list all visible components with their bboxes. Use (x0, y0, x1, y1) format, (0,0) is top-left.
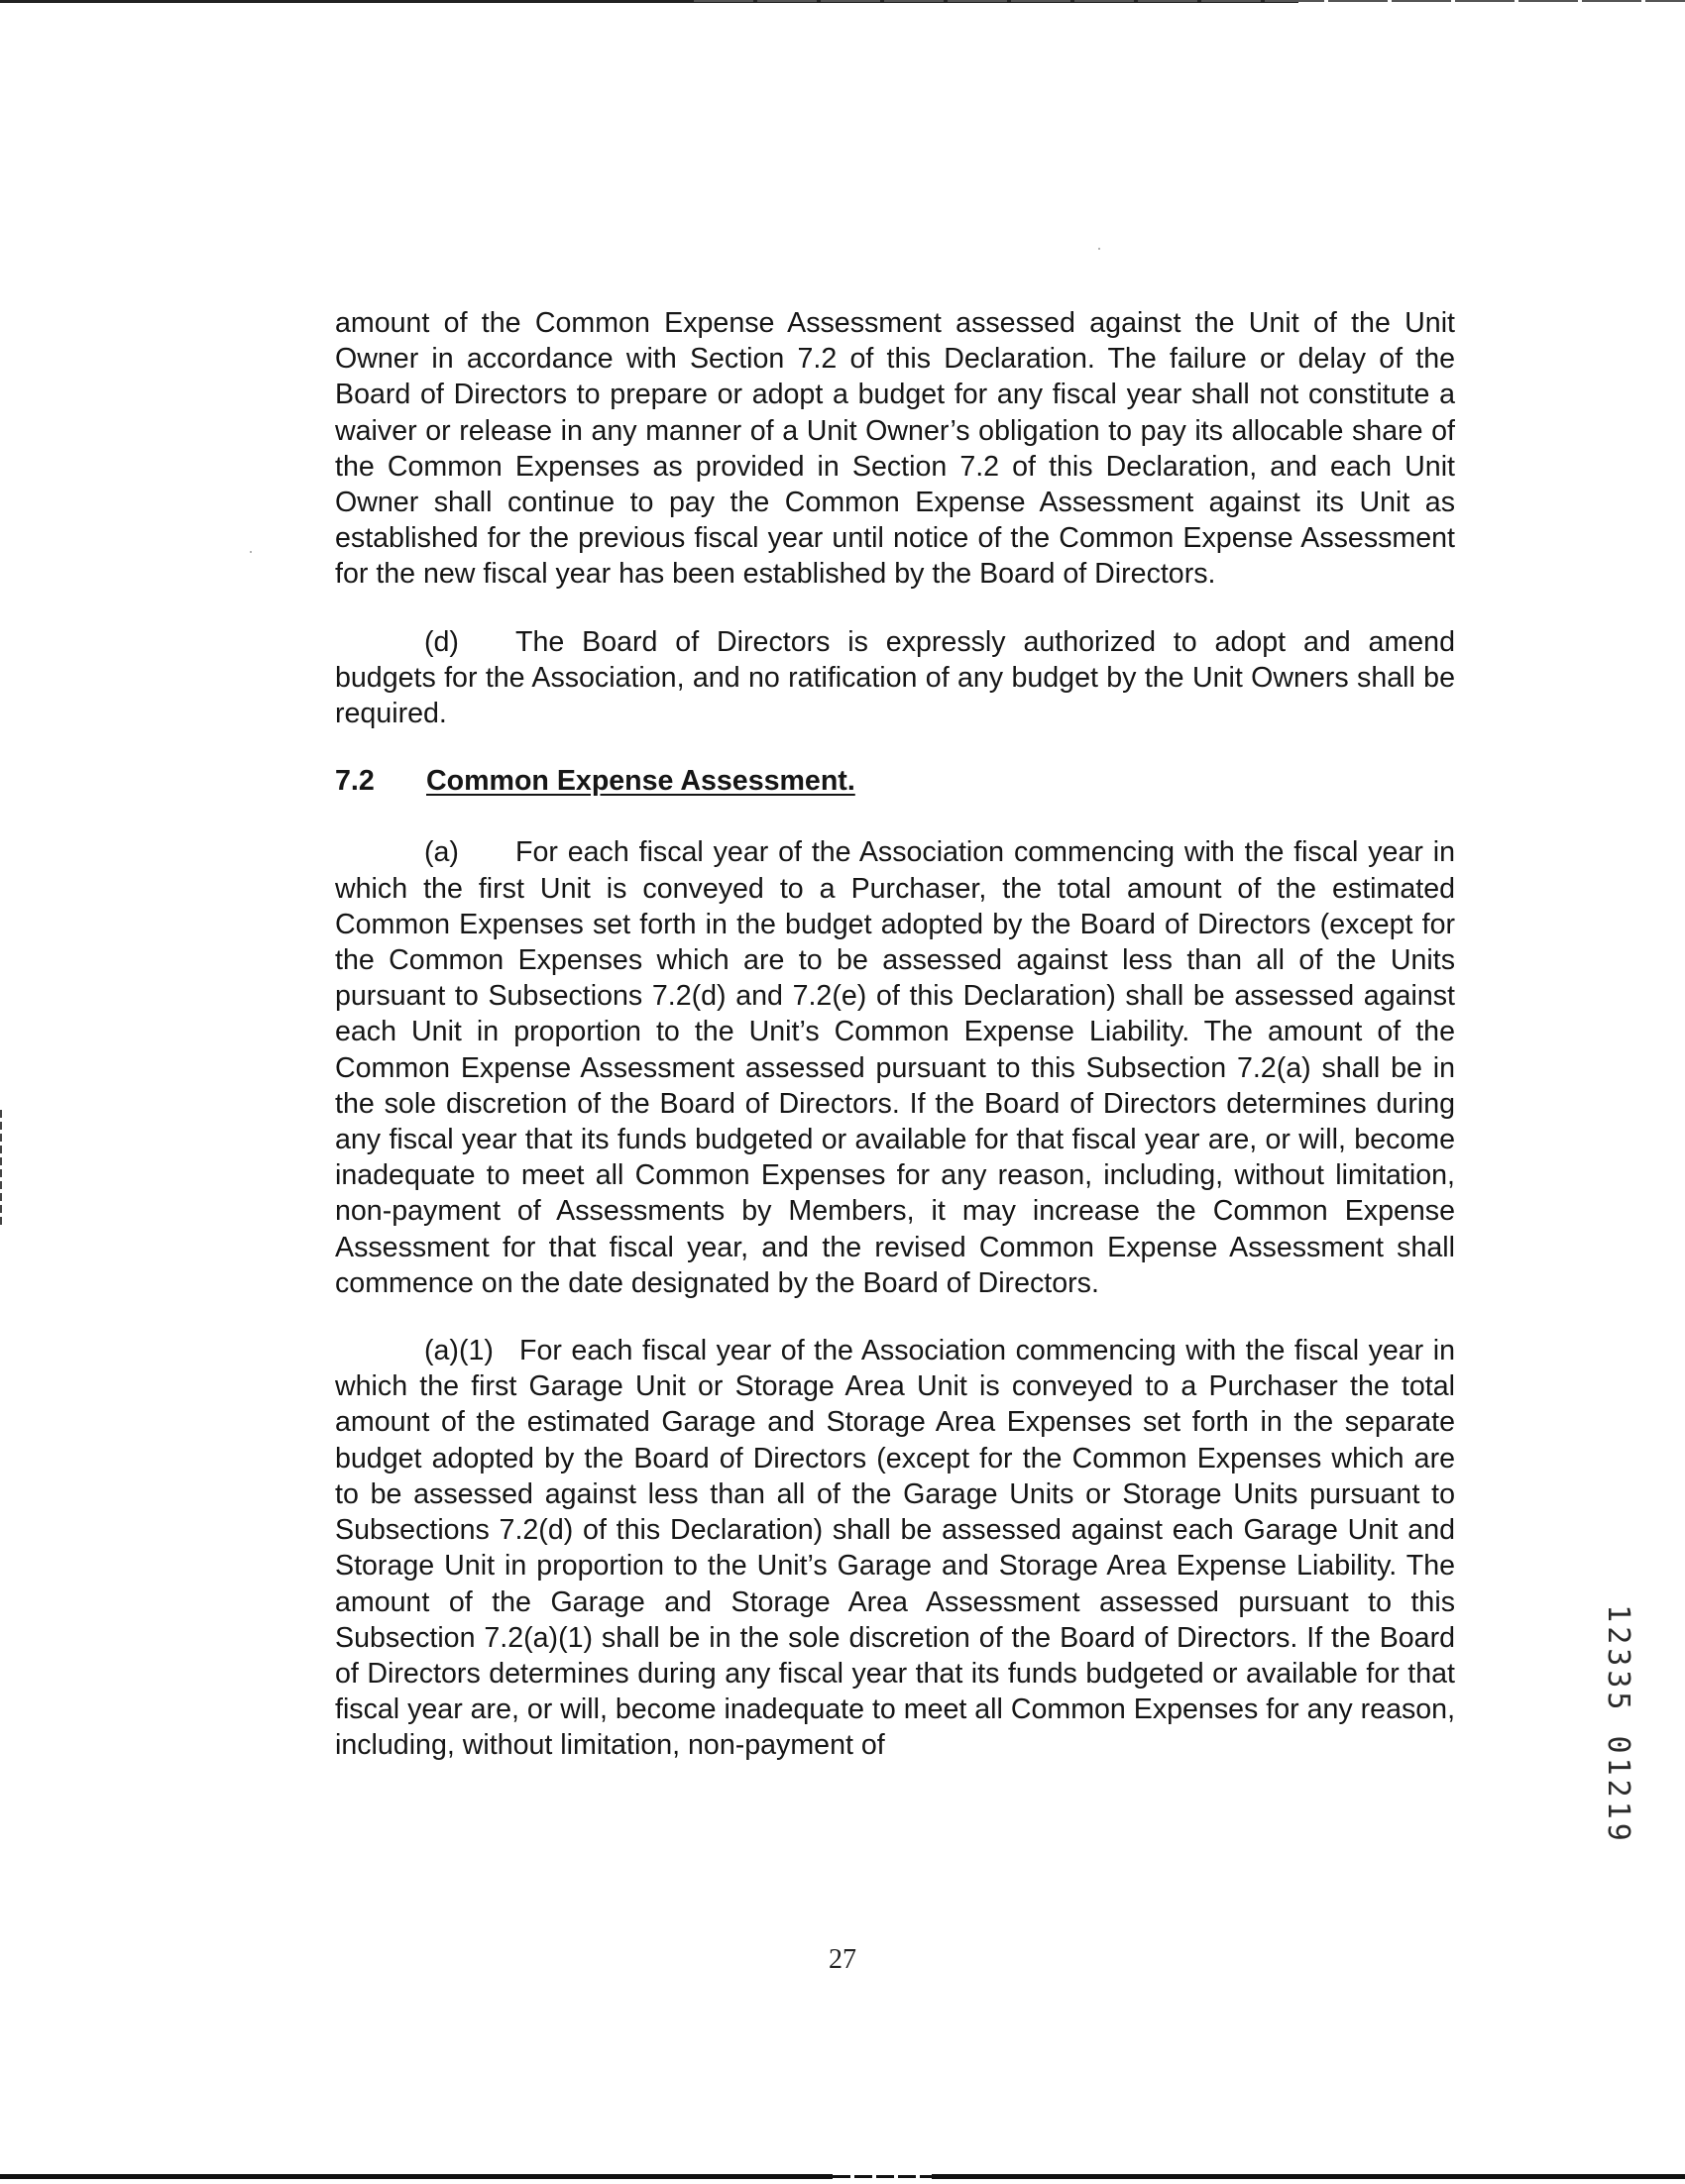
section-heading (335, 763, 1455, 799)
scan-bottom-edge-dash (833, 2175, 1685, 2178)
paragraph-a (335, 834, 1455, 1301)
paragraph-d (335, 624, 1455, 732)
scan-speck (1098, 248, 1100, 250)
section-title: Common Expense Assessment. (426, 765, 855, 798)
section-number: 7.2 (335, 765, 375, 798)
paragraph-label: (a)(1) (424, 1335, 494, 1367)
paragraph-a1 (335, 1333, 1455, 1763)
paragraph-text: The Board of Directors is expressly authorized to adopt and amend budgets for the Association, and no ratification of any budget by the Unit Owners shall be required. (335, 625, 1455, 730)
margin-stamp-text: 12335 01219 (1600, 1603, 1635, 1845)
paragraph-text: For each fiscal year of the Association commencing with the fiscal year in which the first Garage Unit or Storage Area Unit is conveyed to a Purchaser the total amount of the estimated Garage and Storage Area Expenses set forth in the separate budget adopted by the Board of Directors (except for the Common Expenses which are to be assessed against less than all of the Garage Units or Storage Units pursuant to Subsections 7.2(d) of this Declaration) shall be assessed against each Garage Unit and Storage Unit in proportion to the Unit’s Garage and Storage Area Expense Liability. The amount of the Garage and Storage Area Assessment assessed pursuant to this Subsection 7.2(a)(1) shall be in the sole discretion of the Board of Directors. If the Board of Directors determines during any fiscal year that its funds budgeted or available for that fiscal year are, or will, become inadequate to meet all Common Expenses for any reason, including, without limitation, non-payment of (335, 1335, 1456, 1762)
scan-speck (250, 551, 252, 553)
margin-recording-stamp (1596, 1576, 1639, 1873)
paragraph-text: For each fiscal year of the Association commencing with the fiscal year in which the first Unit is conveyed to a Purchaser, the total amount of the estimated Common Expenses set forth in the budget adopted by the Board of Directors (except for the Common Expenses which are to be assessed against less than all of the Units pursuant to Subsections 7.2(d) and 7.2(e) of this Declaration) shall be assessed against each Unit in proportion to the Unit’s Common Expense Liability. The amount of the Common Expense Assessment assessed pursuant to this Subsection 7.2(a) shall be in the sole discretion of the Board of Directors. If the Board of Directors determines during any fiscal year that its funds budgeted or available for that fiscal year are, or will, become inadequate to meet all Common Expenses for any reason, including, without limitation, non-payment of Assessments by Members, it may increase the Common Expense Assessment for that fiscal year, and the revised Common Expense Assessment shall commence on the date designated by the Board of Directors. (335, 836, 1455, 1299)
scan-left-edge-mark (0, 1110, 2, 1229)
page-number: 27 (829, 1944, 856, 1975)
paragraph-c-continuation (335, 305, 1455, 593)
paragraph-text: amount of the Common Expense Assessment assessed against the Unit of the Unit Owner in accordance with Section 7.2 of this Declaration. The failure or delay of the Board of Directors to prepare or adopt a budget for any fiscal year shall not constitute a waiver or release in any manner of a Unit Owner’s obligation to pay its allocable share of the Common Expenses as provided in Section 7.2 of this Declaration, and each Unit Owner shall continue to pay the Common Expense Assessment against its Unit as established for the previous fiscal year until notice of the Common Expense Assessment for the new fiscal year has been established by the Board of Directors. (335, 307, 1455, 591)
scan-top-edge-dash (694, 0, 1685, 2)
paragraph-label: (a) (424, 836, 459, 869)
paragraph-label: (d) (424, 625, 459, 658)
document-body (335, 305, 1455, 1796)
